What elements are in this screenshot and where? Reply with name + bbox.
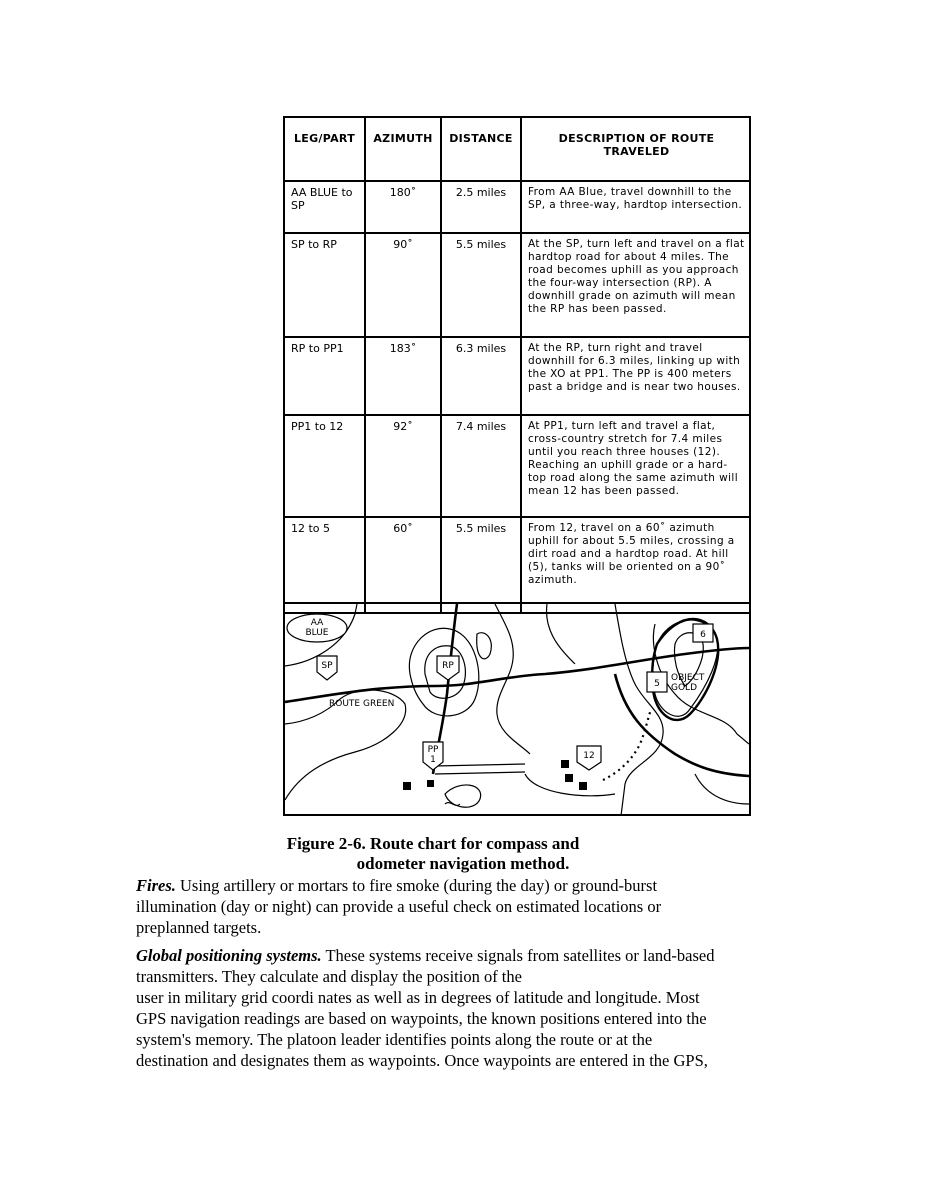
aa-blue-marker bbox=[287, 614, 347, 642]
map-drawing bbox=[285, 604, 749, 816]
gps-paragraph bbox=[136, 945, 796, 1071]
table-header-row bbox=[285, 118, 751, 181]
gps-line-2: transmitters. They calculate and display the position of the bbox=[136, 967, 522, 986]
house-icon bbox=[579, 782, 587, 790]
cell-azimuth: 60˚ bbox=[365, 517, 441, 613]
secondary-roads bbox=[435, 764, 525, 774]
cell-distance: 6.3 miles bbox=[441, 337, 521, 415]
point-6-marker bbox=[693, 624, 713, 642]
gps-line-1: These systems receive signals from satellites or land-based bbox=[321, 946, 715, 965]
gps-line-4: GPS navigation readings are based on waypoints, the known positions entered into the bbox=[136, 1009, 707, 1028]
point-12-marker bbox=[577, 746, 601, 770]
caption-line-1: Figure 2-6. Route chart for compass and bbox=[286, 834, 580, 853]
point-6-label: 6 bbox=[700, 630, 706, 640]
gps-lead: Global positioning systems. bbox=[136, 946, 322, 965]
pp1-label-line2: 1 bbox=[430, 755, 436, 765]
cell-azimuth: 92˚ bbox=[365, 415, 441, 517]
cell-leg: PP1 to 12 bbox=[285, 415, 365, 517]
aa-blue-label-line1: AA bbox=[310, 618, 324, 628]
cell-description: At the SP, turn left and travel on a flat hardtop road for about 4 miles. The road becomes uphill as you approach the four-way intersection (RP). A downhill grade on azimuth will mean the RP has been passed. bbox=[521, 233, 751, 337]
cell-distance: 7.4 miles bbox=[441, 415, 521, 517]
cell-description: From AA Blue, travel downhill to the SP, a three-way, hardtop intersection. bbox=[521, 181, 751, 233]
point-12-label: 12 bbox=[583, 751, 595, 761]
cell-leg: SP to RP bbox=[285, 233, 365, 337]
contour-lines bbox=[285, 604, 749, 816]
cell-distance: 2.5 miles bbox=[441, 181, 521, 233]
fires-lead: Fires. bbox=[136, 876, 176, 895]
house-icon bbox=[403, 782, 411, 790]
table-row bbox=[285, 181, 751, 233]
table-row bbox=[285, 415, 751, 517]
sp-label: SP bbox=[321, 661, 333, 671]
cell-azimuth: 180˚ bbox=[365, 181, 441, 233]
cell-leg: RP to PP1 bbox=[285, 337, 365, 415]
house-icon bbox=[561, 760, 569, 768]
route-green-label: ROUTE GREEN bbox=[329, 699, 395, 709]
rp-marker bbox=[437, 656, 459, 680]
route-chart-table bbox=[285, 118, 751, 614]
header-azimuth: AZIMUTH bbox=[365, 118, 441, 181]
sp-marker bbox=[317, 656, 337, 680]
fires-paragraph bbox=[136, 875, 796, 938]
fires-line-1: Using artillery or mortars to fire smoke (during the day) or ground-burst bbox=[175, 876, 658, 895]
cell-description: From 12, travel on a 60˚ azimuth uphill for about 5.5 miles, crossing a dirt road and a hardtop road. At hill (5), tanks will be oriented on a 90˚ azimuth. bbox=[521, 517, 751, 613]
aa-blue-label-line2: BLUE bbox=[305, 628, 329, 638]
gps-line-3: user in military grid coordi nates as well as in degrees of latitude and longitude. Most bbox=[136, 988, 700, 1007]
route-sketch-map bbox=[285, 602, 751, 816]
table-row bbox=[285, 517, 751, 613]
header-leg-part: LEG/PART bbox=[285, 118, 365, 181]
dotted-route bbox=[603, 709, 651, 780]
route-chart-figure bbox=[283, 116, 751, 816]
cell-description: At the RP, turn right and travel downhill for 6.3 miles, linking up with the XO at PP1. The PP is 400 meters past a bridge and is near two houses. bbox=[521, 337, 751, 415]
pp1-label-line1: PP bbox=[427, 745, 439, 755]
gps-line-6: destination and designates them as waypoints. Once waypoints are entered in the GPS, bbox=[136, 1051, 708, 1070]
table-row bbox=[285, 337, 751, 415]
figure-caption bbox=[200, 834, 726, 874]
cell-distance: 5.5 miles bbox=[441, 517, 521, 613]
header-description: DESCRIPTION OF ROUTE TRAVELED bbox=[521, 118, 751, 181]
cell-azimuth: 183˚ bbox=[365, 337, 441, 415]
cell-azimuth: 90˚ bbox=[365, 233, 441, 337]
cell-leg: AA BLUE to SP bbox=[285, 181, 365, 233]
house-icon bbox=[427, 780, 434, 787]
table-row bbox=[285, 233, 751, 337]
objective-gold-label-line1: OBJECT bbox=[671, 673, 705, 683]
objective-gold-label-line2: GOLD bbox=[671, 683, 698, 693]
cell-leg: 12 to 5 bbox=[285, 517, 365, 613]
fires-line-2: illumination (day or night) can provide a useful check on estimated locations or bbox=[136, 897, 662, 916]
caption-line-2: odometer navigation method. bbox=[356, 854, 570, 873]
gps-line-5: system's memory. The platoon leader identifies points along the route or at the bbox=[136, 1030, 653, 1049]
cell-distance: 5.5 miles bbox=[441, 233, 521, 337]
point-5-label: 5 bbox=[654, 679, 660, 689]
header-distance: DISTANCE bbox=[441, 118, 521, 181]
fires-line-3: preplanned targets. bbox=[136, 918, 262, 937]
rp-label: RP bbox=[442, 661, 454, 671]
cell-description: At PP1, turn left and travel a flat, cross-country stretch for 7.4 miles until you reach three houses (12). Reaching an uphill grade or a hard-top road along the same azimuth will mean 12 has been passed. bbox=[521, 415, 751, 517]
house-icon bbox=[565, 774, 573, 782]
point-5-marker bbox=[647, 672, 667, 692]
